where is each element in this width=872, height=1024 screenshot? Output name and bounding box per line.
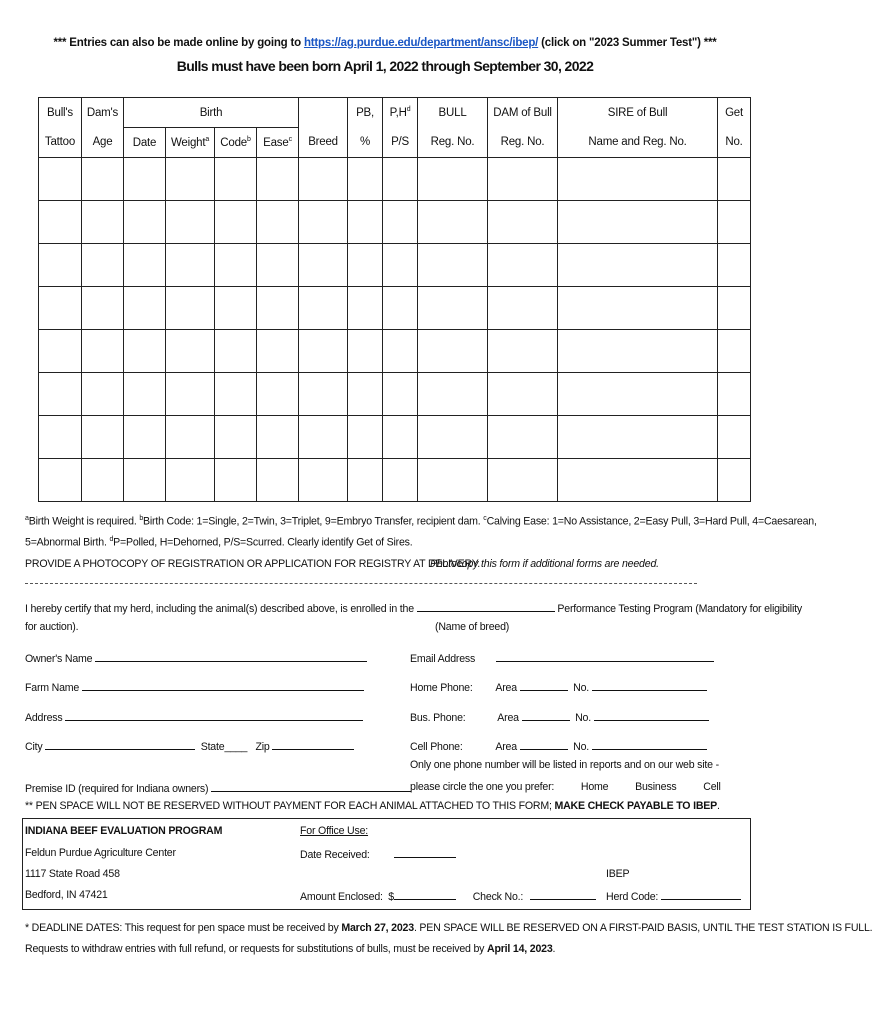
phone-option-cell[interactable]: Cell bbox=[703, 781, 721, 793]
header-tattoo: Tattoo bbox=[39, 128, 82, 158]
entry-cell[interactable] bbox=[383, 287, 418, 330]
deadline-line-1: * DEADLINE DATES: This request for pen space must be received by March 27, 2023. PEN SPACE WILL BE RESERVED ON A FIRST-PAID BASIS, UNTIL THE TEST STATION IS FULL. bbox=[25, 922, 872, 934]
office-use-heading: For Office Use: bbox=[300, 825, 369, 837]
entry-cell[interactable] bbox=[82, 416, 124, 459]
phone-note-1: Only one phone number will be listed in reports and on our web site - bbox=[410, 759, 719, 771]
entry-cell[interactable] bbox=[558, 330, 718, 373]
entry-cell[interactable] bbox=[558, 416, 718, 459]
entry-cell[interactable] bbox=[299, 459, 348, 502]
entry-cell[interactable] bbox=[39, 373, 82, 416]
entry-cell[interactable] bbox=[82, 158, 124, 201]
entry-cell[interactable] bbox=[257, 158, 299, 201]
header-weight: Weight$^a$ bbox=[166, 128, 215, 158]
phone-option-business[interactable]: Business bbox=[635, 781, 677, 793]
table-row bbox=[39, 244, 751, 287]
entry-cell[interactable] bbox=[418, 416, 488, 459]
entry-cell[interactable] bbox=[257, 459, 299, 502]
deadline-line-2: Requests to withdraw entries with full refund, or requests for substitutions of bulls, must be received by April 14, 2023. bbox=[25, 943, 556, 955]
header-no: No. bbox=[718, 128, 751, 158]
header-date: Date bbox=[124, 128, 166, 158]
entry-cell[interactable] bbox=[558, 158, 718, 201]
city-row: City State____ Zip bbox=[25, 739, 354, 753]
entry-cell[interactable] bbox=[82, 330, 124, 373]
entry-cell[interactable] bbox=[299, 158, 348, 201]
entry-cell[interactable] bbox=[383, 244, 418, 287]
footnote-line-2: 5=Abnormal Birth. $^d$P=Polled, H=Dehorned, P/S=Scurred. Clearly identify Get of Sires. bbox=[25, 536, 413, 549]
cell-phone-area-field[interactable] bbox=[520, 739, 568, 750]
entry-cell[interactable] bbox=[215, 373, 257, 416]
entry-cell[interactable] bbox=[82, 201, 124, 244]
entry-cell[interactable] bbox=[348, 416, 383, 459]
entry-cell[interactable] bbox=[124, 459, 166, 502]
header-dam-reg: Reg. No. bbox=[488, 128, 558, 158]
entry-cell[interactable] bbox=[39, 330, 82, 373]
entry-cell[interactable] bbox=[348, 287, 383, 330]
entry-cell[interactable] bbox=[299, 287, 348, 330]
entry-cell[interactable] bbox=[82, 373, 124, 416]
entry-cell[interactable] bbox=[718, 373, 751, 416]
zip-field[interactable] bbox=[272, 739, 354, 750]
photocopy-form-note: Photocopy this form if additional forms are needed. bbox=[430, 558, 659, 570]
entry-cell[interactable] bbox=[166, 330, 215, 373]
entry-cell[interactable] bbox=[215, 459, 257, 502]
table-row bbox=[39, 158, 751, 201]
table-row bbox=[39, 373, 751, 416]
header-dams: Dam's bbox=[82, 98, 124, 128]
home-phone-row: Home Phone: Area No. bbox=[410, 680, 707, 694]
org-address-1: Feldun Purdue Agriculture Center bbox=[25, 847, 176, 859]
header-age: Age bbox=[82, 128, 124, 158]
entry-cell[interactable] bbox=[39, 201, 82, 244]
email-field[interactable] bbox=[496, 651, 714, 662]
notice-suffix: (click on "2023 Summer Test") *** bbox=[541, 37, 717, 49]
header-bull-reg: Reg. No. bbox=[418, 128, 488, 158]
entry-cell[interactable] bbox=[257, 416, 299, 459]
email-row: Email Address bbox=[410, 651, 714, 665]
premise-id-field[interactable] bbox=[211, 781, 411, 792]
entry-cell[interactable] bbox=[488, 158, 558, 201]
table-row bbox=[39, 459, 751, 502]
entry-cell[interactable] bbox=[383, 201, 418, 244]
entry-cell[interactable] bbox=[418, 373, 488, 416]
bull-entry-table bbox=[38, 97, 751, 502]
entry-cell[interactable] bbox=[166, 244, 215, 287]
entry-cell[interactable] bbox=[124, 244, 166, 287]
entry-cell[interactable] bbox=[215, 158, 257, 201]
phone-note-2: please circle the one you prefer: Home Business Cell bbox=[410, 781, 721, 793]
entry-cell[interactable] bbox=[215, 287, 257, 330]
date-received-row: Date Received: bbox=[300, 847, 456, 861]
entry-cell[interactable] bbox=[488, 459, 558, 502]
header-pb: PB, bbox=[348, 98, 383, 128]
header-sire-name-reg: Name and Reg. No. bbox=[558, 128, 718, 158]
entry-cell[interactable] bbox=[39, 416, 82, 459]
entry-cell[interactable] bbox=[488, 287, 558, 330]
header-birth: Birth bbox=[124, 98, 299, 128]
entry-cell[interactable] bbox=[82, 287, 124, 330]
table-row bbox=[39, 416, 751, 459]
photocopy-registration: PROVIDE A PHOTOCOPY OF REGISTRATION OR APPLICATION FOR REGISTRY AT DELIVERY. bbox=[25, 558, 480, 570]
header-breed: Breed bbox=[299, 128, 348, 158]
notice-prefix: *** Entries can also be made online by going to bbox=[53, 37, 301, 49]
entry-cell[interactable] bbox=[418, 244, 488, 287]
owners-name-field[interactable] bbox=[95, 651, 367, 662]
entry-cell[interactable] bbox=[257, 287, 299, 330]
entry-cell[interactable] bbox=[348, 244, 383, 287]
city-field[interactable] bbox=[45, 739, 195, 750]
table-header-row-1 bbox=[39, 98, 751, 128]
header-bull: BULL bbox=[418, 98, 488, 128]
cell-phone-number-field[interactable] bbox=[592, 739, 707, 750]
entry-cell[interactable] bbox=[82, 244, 124, 287]
ibep-label: IBEP bbox=[606, 868, 630, 880]
birth-date-headline: Bulls must have been born April 1, 2022 through September 30, 2022 bbox=[176, 58, 594, 74]
entry-cell[interactable] bbox=[718, 416, 751, 459]
entry-cell[interactable] bbox=[348, 201, 383, 244]
bus-phone-number-field[interactable] bbox=[594, 710, 709, 721]
entry-cell[interactable] bbox=[39, 158, 82, 201]
entry-cell[interactable] bbox=[718, 201, 751, 244]
state-field[interactable]: State____ bbox=[200, 741, 248, 753]
date-received-field[interactable] bbox=[394, 847, 456, 858]
entry-cell[interactable] bbox=[39, 244, 82, 287]
table-row bbox=[39, 330, 751, 373]
org-address-2: 1117 State Road 458 bbox=[25, 868, 120, 880]
address-row: Address bbox=[25, 710, 363, 724]
entry-cell[interactable] bbox=[718, 287, 751, 330]
entry-cell[interactable] bbox=[348, 459, 383, 502]
name-of-breed-caption: (Name of breed) bbox=[435, 621, 510, 633]
entry-cell[interactable] bbox=[82, 459, 124, 502]
bus-phone-area-field[interactable] bbox=[522, 710, 570, 721]
header-dam-of-bull: DAM of Bull bbox=[488, 98, 558, 128]
org-address-3: Bedford, IN 47421 bbox=[25, 889, 108, 901]
entry-cell[interactable] bbox=[257, 244, 299, 287]
entry-cell[interactable] bbox=[488, 373, 558, 416]
check-number-field[interactable] bbox=[530, 889, 596, 900]
entry-cell[interactable] bbox=[257, 373, 299, 416]
entry-cell[interactable] bbox=[39, 287, 82, 330]
entry-cell[interactable] bbox=[718, 330, 751, 373]
entry-cell[interactable] bbox=[558, 459, 718, 502]
entry-cell[interactable] bbox=[166, 287, 215, 330]
entry-cell[interactable] bbox=[166, 373, 215, 416]
entry-cell[interactable] bbox=[124, 373, 166, 416]
entry-cell[interactable] bbox=[166, 416, 215, 459]
farm-name-row: Farm Name bbox=[25, 680, 364, 694]
entry-cell[interactable] bbox=[488, 201, 558, 244]
entry-cell[interactable] bbox=[383, 158, 418, 201]
farm-name-field[interactable] bbox=[82, 680, 364, 691]
entry-cell[interactable] bbox=[215, 330, 257, 373]
entry-cell[interactable] bbox=[418, 287, 488, 330]
entry-cell[interactable] bbox=[558, 201, 718, 244]
table-row bbox=[39, 287, 751, 330]
header-bulls: Bull's bbox=[39, 98, 82, 128]
header-ps: P/S bbox=[383, 128, 418, 158]
entry-cell[interactable] bbox=[558, 373, 718, 416]
herd-code-field[interactable] bbox=[661, 889, 741, 900]
entry-cell[interactable] bbox=[124, 287, 166, 330]
header-blank bbox=[299, 98, 348, 128]
entry-cell[interactable] bbox=[558, 287, 718, 330]
address-field[interactable] bbox=[65, 710, 363, 721]
entry-cell[interactable] bbox=[299, 330, 348, 373]
entry-cell[interactable] bbox=[718, 244, 751, 287]
entry-cell[interactable] bbox=[215, 201, 257, 244]
entry-cell[interactable] bbox=[383, 373, 418, 416]
entry-cell[interactable] bbox=[718, 459, 751, 502]
header-code: Code$^b$ bbox=[215, 128, 257, 158]
footnote-line-1: $^a$Birth Weight is required. $^b$Birth Code: 1=Single, 2=Twin, 3=Triplet, 9=Embryo Transfer, recipient dam. $^c$Calving Ease: 1=No Assistance, 2=Easy Pull, 3=Hard Pull, 4=Caesarean, bbox=[25, 515, 817, 528]
entry-cell[interactable] bbox=[39, 459, 82, 502]
header-ph: $P,H^d$ bbox=[383, 98, 418, 128]
entry-cell[interactable] bbox=[166, 459, 215, 502]
owners-name-row: Owner's Name bbox=[25, 651, 367, 665]
entry-cell[interactable] bbox=[383, 459, 418, 502]
entry-cell[interactable] bbox=[299, 201, 348, 244]
home-phone-number-field[interactable] bbox=[592, 680, 707, 691]
online-entry-notice bbox=[0, 37, 770, 49]
entry-cell[interactable] bbox=[257, 201, 299, 244]
entry-cell[interactable] bbox=[383, 330, 418, 373]
entry-cell[interactable] bbox=[124, 416, 166, 459]
header-get: Get bbox=[718, 98, 751, 128]
ibep-link[interactable]: https://ag.purdue.edu/department/ansc/ibep/ bbox=[303, 37, 539, 49]
entry-cell[interactable] bbox=[488, 330, 558, 373]
amount-row: Amount Enclosed: $ Check No.: bbox=[300, 889, 596, 903]
cell-phone-row: Cell Phone: Area No. bbox=[410, 739, 707, 753]
entry-cell[interactable] bbox=[383, 416, 418, 459]
herd-code-row: Herd Code: bbox=[606, 889, 741, 903]
home-phone-area-field[interactable] bbox=[520, 680, 568, 691]
org-name: INDIANA BEEF EVALUATION PROGRAM bbox=[25, 825, 223, 837]
entry-cell[interactable] bbox=[418, 201, 488, 244]
entry-cell[interactable] bbox=[124, 201, 166, 244]
entry-cell[interactable] bbox=[418, 330, 488, 373]
header-ease: Ease$^c$ bbox=[257, 128, 299, 158]
entry-cell[interactable] bbox=[215, 416, 257, 459]
entry-cell[interactable] bbox=[124, 330, 166, 373]
phone-option-home[interactable]: Home bbox=[580, 781, 609, 793]
entry-cell[interactable] bbox=[299, 373, 348, 416]
entry-cell[interactable] bbox=[488, 416, 558, 459]
premise-row: Premise ID (required for Indiana owners) bbox=[25, 781, 411, 795]
entry-cell[interactable] bbox=[299, 416, 348, 459]
pen-space-notice: ** PEN SPACE WILL NOT BE RESERVED WITHOUT PAYMENT FOR EACH ANIMAL ATTACHED TO THIS FORM; MAKE CHECK PAYABLE TO IBEP. bbox=[25, 800, 720, 812]
header-sire-of-bull: SIRE of Bull bbox=[558, 98, 718, 128]
entry-cell[interactable] bbox=[348, 330, 383, 373]
entry-cell[interactable] bbox=[418, 158, 488, 201]
table-row bbox=[39, 201, 751, 244]
header-pct: % bbox=[348, 128, 383, 158]
certify-line-2: for auction). bbox=[25, 621, 79, 633]
entry-cell[interactable] bbox=[257, 330, 299, 373]
entry-cell[interactable] bbox=[488, 244, 558, 287]
entry-cell[interactable] bbox=[299, 244, 348, 287]
entry-cell[interactable] bbox=[718, 158, 751, 201]
entry-cell[interactable] bbox=[348, 373, 383, 416]
entry-cell[interactable] bbox=[166, 201, 215, 244]
divider bbox=[25, 583, 697, 584]
table-header-row-2 bbox=[39, 128, 751, 158]
amount-field[interactable] bbox=[394, 889, 456, 900]
entry-cell[interactable] bbox=[558, 244, 718, 287]
entry-cell[interactable] bbox=[166, 158, 215, 201]
entry-cell[interactable] bbox=[418, 459, 488, 502]
breed-name-field[interactable] bbox=[417, 601, 555, 612]
bus-phone-row: Bus. Phone: Area No. bbox=[410, 710, 709, 724]
entry-cell[interactable] bbox=[215, 244, 257, 287]
certify-line-1: I hereby certify that my herd, including the animal(s) described above, is enrolled in the Performance Testing Program (Mandatory for eligibility bbox=[25, 603, 802, 615]
entry-cell[interactable] bbox=[124, 158, 166, 201]
entry-cell[interactable] bbox=[348, 158, 383, 201]
